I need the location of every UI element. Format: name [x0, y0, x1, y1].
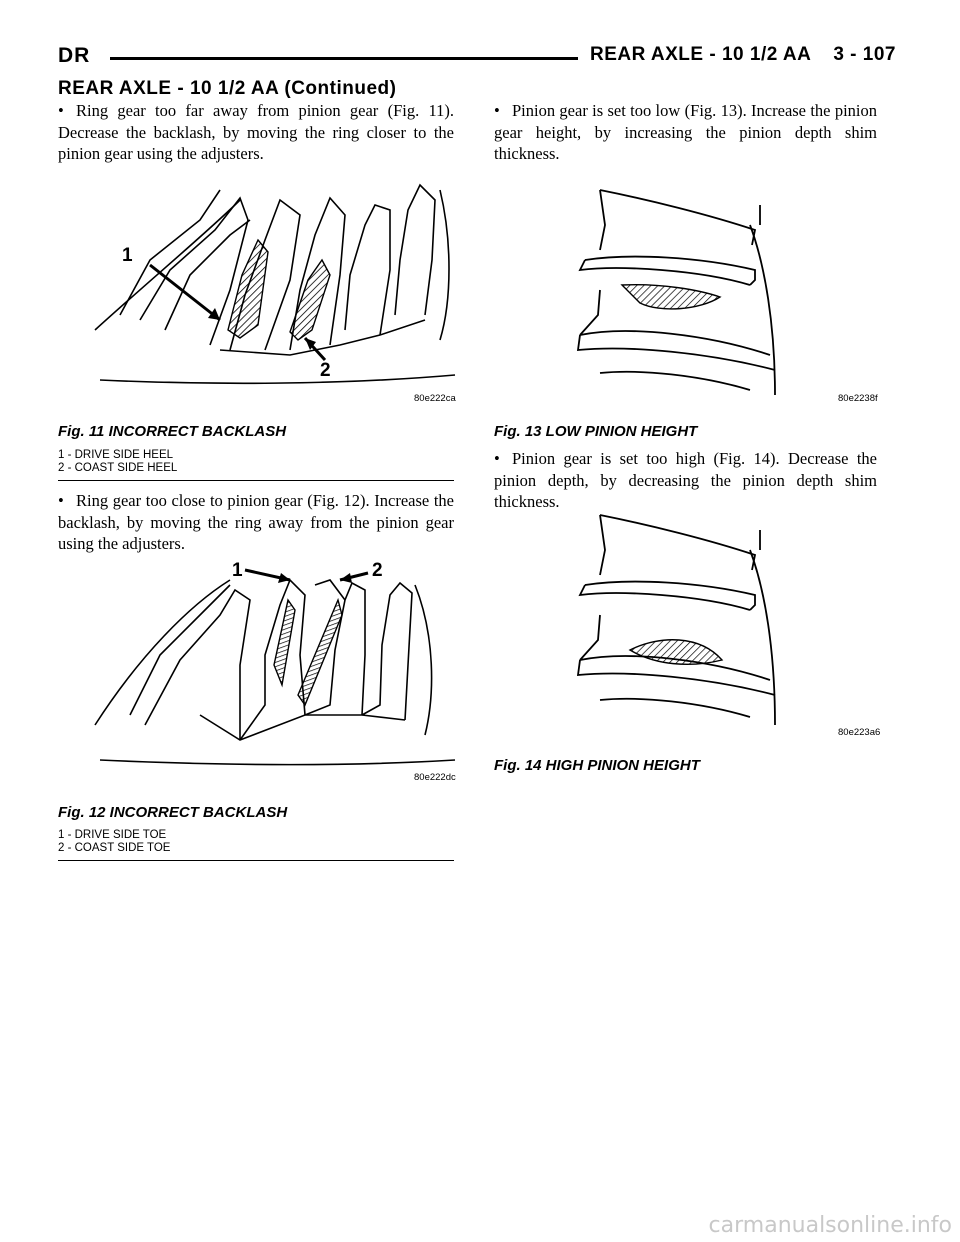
bullet-marker: • [494, 449, 500, 468]
figure-11-code: 80e222ca [414, 393, 456, 404]
bullet-marker: • [58, 491, 64, 510]
figure-13-caption: Fig. 13 LOW PINION HEIGHT [494, 423, 698, 440]
callout-1: 1 [122, 245, 133, 266]
paragraph-pinion-low [494, 100, 877, 165]
bullet-marker: • [58, 101, 64, 120]
header-title-group [590, 44, 896, 66]
legend-divider [58, 480, 454, 481]
callout-2: 2 [372, 560, 383, 581]
figure-11-legend [58, 449, 177, 474]
paragraph-text: Pinion gear is set too low (Fig. 13). Increase the pinion gear height, by increasing the pinion depth shim thickness. [494, 101, 877, 163]
legend-divider [58, 860, 454, 861]
paragraph-ring-too-close [58, 490, 454, 555]
header-section-code: DR [58, 44, 91, 67]
callout-2: 2 [320, 360, 331, 381]
figure-11-illustration [90, 180, 460, 405]
figure-11-caption: Fig. 11 INCORRECT BACKLASH [58, 423, 287, 440]
figure-13-code: 80e2238f [838, 393, 878, 404]
bullet-marker: • [494, 101, 500, 120]
legend-item-1: 1 - DRIVE SIDE HEEL [58, 449, 174, 461]
legend-item-1: 1 - DRIVE SIDE TOE [58, 829, 167, 841]
section-title: REAR AXLE - 10 1/2 AA (Continued) [58, 78, 397, 99]
callout-1: 1 [232, 560, 243, 581]
page-number: 3 - 107 [833, 44, 896, 65]
paragraph-ring-too-far [58, 100, 454, 165]
figure-12-caption: Fig. 12 INCORRECT BACKLASH [58, 804, 288, 821]
figure-14-code: 80e223a6 [838, 727, 881, 738]
paragraph-text: Pinion gear is set too high (Fig. 14). Decrease the pinion depth, by decreasing the pinion depth shim thickness. [494, 449, 877, 511]
figure-13-illustration [560, 185, 820, 400]
header-rule [110, 57, 578, 60]
paragraph-pinion-high [494, 448, 877, 513]
figure-12-code: 80e222dc [414, 772, 456, 783]
legend-item-2: 2 - COAST SIDE TOE [58, 841, 171, 854]
paragraph-text: Ring gear too far away from pinion gear (Fig. 11). Decrease the backlash, by moving the ring closer to the pinion gear using the adjusters. [58, 101, 454, 163]
header-title: REAR AXLE - 10 1/2 AA [590, 44, 812, 65]
figure-12-legend [58, 829, 170, 854]
paragraph-text: Ring gear too close to pinion gear (Fig. 12). Increase the backlash, by moving the ring away from the pinion gear using the adjusters. [58, 491, 454, 553]
figure-14-illustration [560, 510, 820, 730]
figure-12-illustration [90, 555, 460, 780]
legend-item-2: 2 - COAST SIDE HEEL [58, 461, 178, 474]
watermark: carmanualsonline.info [708, 1213, 952, 1238]
figure-14-caption: Fig. 14 HIGH PINION HEIGHT [494, 757, 700, 774]
